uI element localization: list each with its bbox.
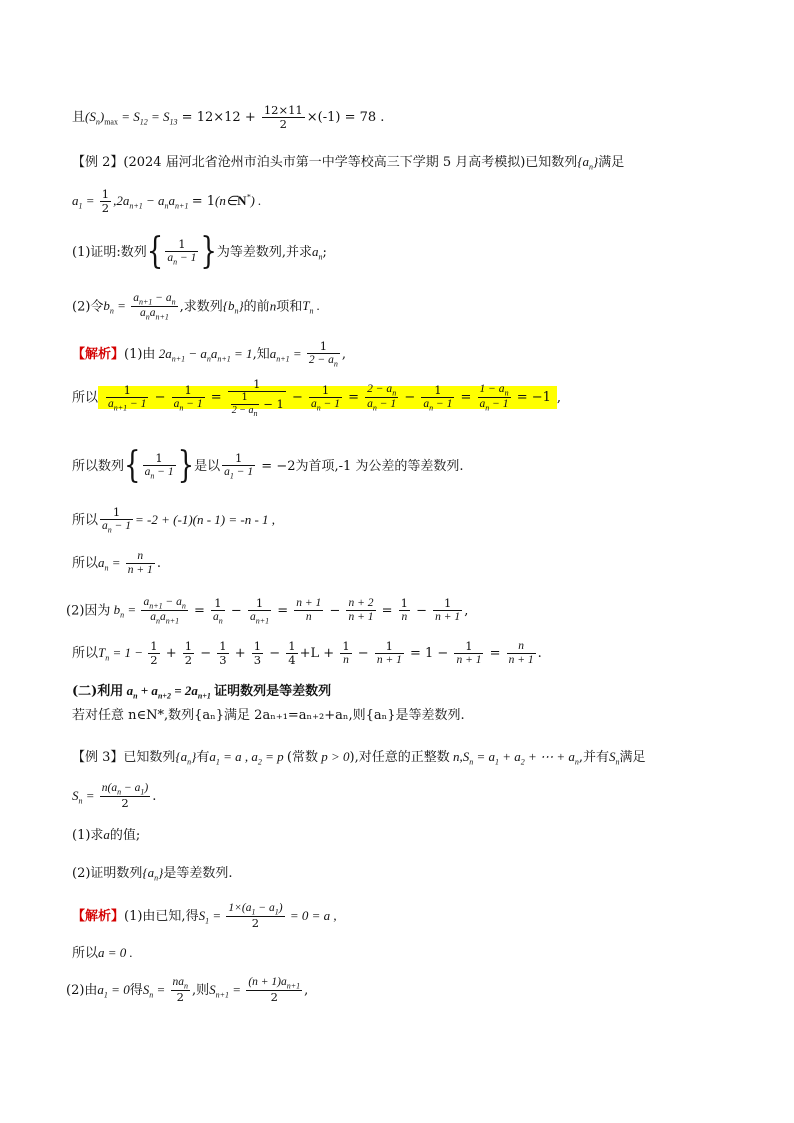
frac-num: 1 xyxy=(385,639,393,653)
math-Tn: $T_n = 1$ − xyxy=(98,645,147,663)
math-Sn: $S_n$ = xyxy=(142,981,169,1000)
fraction-Sn xyxy=(100,782,150,811)
fraction-1-over-2-minus-an xyxy=(307,340,340,369)
frac-den: 2 xyxy=(262,117,305,131)
comma: , xyxy=(464,603,469,619)
eq-neg2: = −2 xyxy=(257,458,296,474)
math-seq-an: $\{a_n\}$ xyxy=(577,154,599,172)
nested-frac xyxy=(231,392,259,418)
p3-mid: 得 xyxy=(129,982,143,998)
example3-formula xyxy=(72,782,156,811)
math-a: a xyxy=(103,827,110,842)
solution3-p3 xyxy=(66,976,308,1005)
ex3-t5: ,并有 xyxy=(578,750,609,765)
frac-den: n + 1 xyxy=(508,654,534,667)
example2-condition xyxy=(72,188,261,215)
frac-num: $1 - a_n$ xyxy=(479,382,509,398)
frac-den: $2 - a_n$ xyxy=(308,354,338,369)
section-heading xyxy=(72,680,331,701)
frac-num: $a_{n+1} - a_n$ xyxy=(133,292,176,307)
section-tail: 证明数列是等差数列 xyxy=(214,684,332,699)
frac-num: 1 xyxy=(155,451,163,465)
math-bn: $b_n$ = xyxy=(110,602,140,621)
frac-num: 1 xyxy=(321,382,330,397)
frac-den: n xyxy=(399,610,410,624)
math-mid: = 12×12 + xyxy=(177,110,260,126)
frac-num: $n(a_n - a_1)$ xyxy=(101,782,149,797)
example3-statement xyxy=(72,746,646,767)
q1-mid: 为等差数列,并求 xyxy=(216,244,313,260)
left-brace: { xyxy=(146,231,164,274)
frac-den: n + 1 xyxy=(348,611,374,624)
math-a1-zero: $a_1 = 0$ xyxy=(97,981,130,1000)
frac-den: 2 xyxy=(226,916,284,930)
suoyi: 所以 xyxy=(72,512,99,528)
solution-label: 【解析】 xyxy=(72,908,125,924)
frac-num: 1 xyxy=(184,639,193,653)
text-qie: 且 xyxy=(72,110,86,126)
p3-tail: 为首项,-1 为公差的等差数列. xyxy=(295,458,464,474)
frac-num: 1 xyxy=(101,187,110,201)
math-seq-an: $\{a_n\}$ xyxy=(175,749,197,767)
example3-q1 xyxy=(72,824,140,843)
q2-mid2: 的前 xyxy=(243,299,270,315)
rule-text: 若对任意 n∈N*,数列{aₙ}满足 2aₙ₊₁=aₙ₊₂+aₙ,则{aₙ}是等差数列. xyxy=(72,708,465,723)
math-Sn-def: $n,S_n = a_1 + a_2$ + ⋯ + $a_n$ xyxy=(449,749,579,767)
comma: , xyxy=(556,390,562,406)
frac-den: $a_n - 1$ xyxy=(479,398,509,413)
ex3-t2: 有 xyxy=(196,750,210,765)
ex3-t4: ),对任意的正整数 xyxy=(349,750,450,765)
frac-den: 4 xyxy=(288,653,296,668)
frac-num: 12×11 xyxy=(263,103,303,117)
example2-statement xyxy=(72,151,624,172)
frac-den: 2 xyxy=(100,796,150,810)
p1-prefix: (1)由已知,得 xyxy=(124,908,199,924)
math-Sn-max: $(S_n)_{max} = S_{12} = S_{13}$ xyxy=(85,109,178,127)
solution2-p3 xyxy=(72,445,464,488)
frac-num: 1 xyxy=(253,377,261,391)
q2-text: (2)证明数列 xyxy=(72,866,143,881)
t1 xyxy=(148,640,159,667)
frac-num: $(n + 1)a_{n+1}$ xyxy=(248,976,301,991)
t2 xyxy=(183,640,194,667)
right-brace: } xyxy=(177,445,195,488)
solution2-p6: (2)因为 $b_n$ = $\frac{a_{n+1} - a_n}{a_na_{n+1}}$ = $\frac{1}{a_n}$ − $\frac{1}{a_{n+1}}$ = $\frac{n + 1}{n}$ − $\frac{n + 2}{n + 1}$ = $\frac{1}{n}$ − $\frac{1}{n + 1}$ , xyxy=(66,595,469,626)
fraction-1-over-a1-minus-1 xyxy=(222,452,255,481)
q1-tail: 的值; xyxy=(109,828,141,843)
frac-den: $2 - a_n$ xyxy=(231,404,258,418)
solution-label: 【解析】 xyxy=(72,346,125,362)
t8 xyxy=(454,640,483,667)
shulie: 数列 xyxy=(98,458,125,474)
frac-num: n xyxy=(518,640,524,652)
frac-den: 2 xyxy=(246,990,302,1004)
solution2-p7: 所以$T_n = 1$ − $\frac{1}{2}$ + $\frac{1}{2}$ − $\frac{1}{3}$ + $\frac{1}{3}$ − $\frac{1}{4}$ +L + $\frac{1}{n}$ − $\frac{1}{n + 1}$ = 1 − $\frac{1}{n + 1}$ = $\frac{n}{n + 1}$ . xyxy=(72,639,542,668)
frac-den: $a_n$ xyxy=(213,610,223,626)
frac-den: 2 xyxy=(184,653,193,668)
example3-label: 【例 3】 xyxy=(72,750,124,765)
f-n2-n1 xyxy=(346,597,375,624)
frac-den: $a_1 - 1$ xyxy=(224,466,254,481)
solution3-p2 xyxy=(72,942,133,961)
math-Sn1: $S_{n+1}$ = xyxy=(209,981,245,1000)
t7 xyxy=(375,640,404,667)
right-brace: } xyxy=(200,231,217,274)
fraction-1-over-an-minus-1 xyxy=(143,452,176,481)
example2-q2 xyxy=(72,292,320,322)
f4 xyxy=(309,384,342,413)
f1 xyxy=(106,384,148,413)
math-Tn: $T_n$ . xyxy=(302,298,320,317)
math-bn: $b_n$ = xyxy=(103,298,130,317)
f7 xyxy=(478,383,511,413)
frac-den: $a_n - 1$ xyxy=(144,466,174,481)
solution3-p1 xyxy=(72,902,337,931)
f-1-an xyxy=(211,597,225,626)
period: . xyxy=(537,646,542,662)
frac-den: 2 xyxy=(101,201,110,216)
frac-den: $a_na_{n+1}$ xyxy=(141,610,187,625)
math-Sn: $S_n$ = xyxy=(72,787,98,806)
q1-prefix: (1)证明:数列 xyxy=(72,244,147,260)
max-sum-line xyxy=(72,104,384,131)
frac-num: 1 xyxy=(184,382,192,397)
math-eq1: = 1 xyxy=(191,194,215,210)
q1-end: ; xyxy=(322,244,327,260)
frac-den: $a_n - 1$ xyxy=(173,397,203,413)
frac-num: $na_n$ xyxy=(172,976,188,991)
example2-tail: 满足 xyxy=(598,155,625,170)
solution2-p2 xyxy=(72,378,561,418)
left-brace: { xyxy=(124,445,141,488)
suoyi: 所以 xyxy=(72,556,99,572)
fraction-n-over-n-plus-1 xyxy=(126,550,155,577)
frac-num: 1 xyxy=(444,596,452,611)
frac-den: $a_{n+1}$ xyxy=(249,610,270,626)
frac-den: n + 1 xyxy=(456,654,482,667)
ex3-t6: 满足 xyxy=(619,750,646,765)
dots: +L + xyxy=(299,646,335,662)
fraction-one-half xyxy=(100,188,111,215)
frac-den: $a_n - 1$ xyxy=(167,252,197,267)
q2-prefix: (2)令 xyxy=(72,299,104,315)
frac-num: 1 xyxy=(214,595,222,610)
solution2-p4 xyxy=(72,506,275,535)
frac-num: 1 xyxy=(288,639,296,653)
fraction-1-over-an-minus-1 xyxy=(165,238,198,267)
suoyi: 所以 xyxy=(72,646,99,662)
section-title: (二)利用 xyxy=(72,684,124,699)
example2-label: 【例 2】 xyxy=(72,155,124,170)
frac-den: 2 xyxy=(171,990,191,1004)
frac-num: 1 xyxy=(112,505,121,519)
frac-num: 1 xyxy=(178,237,186,251)
t3 xyxy=(217,640,228,667)
frac-num: 1 xyxy=(219,639,227,653)
math-recurrence-eq: $2a_{n+1} - a_na_{n+1} = 1$ xyxy=(155,345,253,364)
q2-end: 项和 xyxy=(276,299,303,315)
math-S1: $S_1$ = xyxy=(198,907,225,926)
math-tail: ×(-1) = 78 . xyxy=(306,110,385,126)
fraction-S1 xyxy=(226,902,284,931)
p3-prefix: (2)由 xyxy=(66,982,98,998)
q2-mid: ,求数列 xyxy=(179,299,223,315)
p6-prefix: (2)因为 xyxy=(66,603,111,619)
example2-q1 xyxy=(72,231,327,274)
frac-num: $2 - a_n$ xyxy=(367,382,397,398)
f5 xyxy=(365,383,398,413)
frac-num: 1 xyxy=(235,451,243,465)
frac-num: 1 xyxy=(342,639,350,653)
frac-num: n xyxy=(137,550,144,562)
frac-num: $1\times(a_1 - a_1)$ xyxy=(228,902,283,917)
frac-den: n xyxy=(340,653,351,667)
math-condition: $a_n + a_{n+2} = 2a_{n+1}$ xyxy=(123,683,211,701)
math-an: $a_n$ xyxy=(312,243,323,262)
period: . xyxy=(152,788,157,804)
math-Sn: $S_n$ xyxy=(608,749,620,767)
suoyi: 所以 xyxy=(72,458,99,474)
math-a1-a2: $a_1 = a$ , $a_2 = p$ xyxy=(209,749,287,767)
example2-source: (2024 届河北省沧州市泊头市第一中学等校高三下学期 5 月高考模拟)已知数列 xyxy=(123,155,578,170)
frac-den: $a_{n+1} - 1$ xyxy=(108,397,147,413)
frac-num: 1 xyxy=(319,339,328,353)
t4 xyxy=(252,640,263,667)
fraction-12x11-over-2 xyxy=(262,104,305,131)
frac-num: 1 xyxy=(465,639,473,653)
f-1-n1 xyxy=(433,597,462,624)
frac-num: 1 xyxy=(253,639,262,653)
p2-text: 所以 xyxy=(72,946,99,961)
math-recurrence: $,2a_{n+1} - a_na_{n+1}$ xyxy=(113,193,189,211)
frac-num: 1 xyxy=(123,382,131,397)
p4-rhs: = -2 + (-1)(n - 1) = -n - 1 , xyxy=(135,511,276,527)
frac-num: 1 xyxy=(150,639,158,653)
suoyi: 所以 xyxy=(72,390,99,406)
frac-num: 1 xyxy=(400,596,408,611)
frac-den: n xyxy=(294,610,323,624)
fraction-Sn1 xyxy=(246,976,302,1005)
ex3-t1: 已知数列 xyxy=(123,750,176,765)
highlighted-derivation: $\frac{1}{a_{n+1} - 1}$ − $\frac{1}{a_n - 1}$ = 1 $\frac{1}{2 - a_n}$ − 1 − $\frac{1}{a_n - 1}$ = $\frac{2 - a_n}{a_n - 1}$ − $\frac{1}{a_n - 1}$ = $\frac{1 - a_n}{a_n - 1}$ = −1 xyxy=(98,386,557,409)
math-n: n xyxy=(269,298,277,314)
math-eq-zero: = 0 = a , xyxy=(286,907,337,923)
frac-den: $a_n - 1$ xyxy=(102,520,132,535)
p3-mid2: ,则 xyxy=(192,982,210,998)
solution2-p1 xyxy=(72,340,346,369)
q1-text: (1)求 xyxy=(72,828,104,843)
frac-den: $a_n - 1$ xyxy=(423,397,453,413)
frac-den: $a_n - 1$ xyxy=(310,397,340,413)
frac-den: n + 1 xyxy=(127,564,153,577)
frac-den: n + 1 xyxy=(435,611,461,624)
solution2-p5 xyxy=(72,550,161,577)
p3-mid: 是以 xyxy=(194,458,221,474)
math-seq-bn: $\{b_n\}$ xyxy=(222,298,244,317)
t9 xyxy=(507,640,536,667)
fraction-bn-def xyxy=(131,292,177,322)
comma: , xyxy=(304,982,309,998)
frac-den: 3 xyxy=(219,653,227,668)
frac-num: n + 1 xyxy=(296,597,322,610)
frac-num: n + 2 xyxy=(348,597,374,610)
fraction-1-over-an-minus-1 xyxy=(100,506,133,535)
example3-q2 xyxy=(72,862,232,883)
period: . xyxy=(156,556,161,572)
frac-den: $\frac{1}{2 - a_n}$ − 1 xyxy=(228,391,286,418)
frac-num: 1 xyxy=(434,382,442,397)
frac-num: 1 xyxy=(241,392,248,404)
f-1-an1 xyxy=(248,597,271,626)
frac-den: 2 xyxy=(150,653,158,668)
t6 xyxy=(340,640,351,667)
frac-den: n + 1 xyxy=(376,654,402,667)
frac-num: $a_{n+1} - a_n$ xyxy=(143,596,186,611)
f-1-n xyxy=(399,597,410,624)
ex3-t3: (常数 xyxy=(286,750,318,765)
frac-den: 3 xyxy=(253,653,262,668)
math-seq-an: $\{a_n\}$ xyxy=(142,865,164,883)
comma: , xyxy=(341,346,347,362)
f6 xyxy=(421,384,454,413)
math-an1: $a_{n+1}$ = xyxy=(269,345,305,364)
fraction-nan-over-2 xyxy=(171,976,191,1005)
p1-mid: ,知 xyxy=(252,346,270,362)
q2-tail: 是等差数列. xyxy=(163,866,233,881)
t5 xyxy=(286,640,297,667)
f-n1-n xyxy=(294,597,323,624)
p1-prefix: (1)由 xyxy=(124,346,156,362)
math-p-pos: p > 0 xyxy=(317,749,350,764)
f2 xyxy=(172,384,205,413)
math-n-in-N: (n∈N*) . xyxy=(215,192,262,209)
math-an: $a_n$ = xyxy=(98,555,124,573)
math-a-zero: a = 0 . xyxy=(98,945,133,960)
f-bn xyxy=(141,596,187,626)
math-a1: $a_1$ = xyxy=(72,193,98,211)
frac-num: 1 xyxy=(255,595,264,610)
frac-den: $a_na_{n+1}$ xyxy=(131,306,177,321)
frac-den: $a_n - 1$ xyxy=(367,398,397,413)
f3 xyxy=(228,378,286,418)
